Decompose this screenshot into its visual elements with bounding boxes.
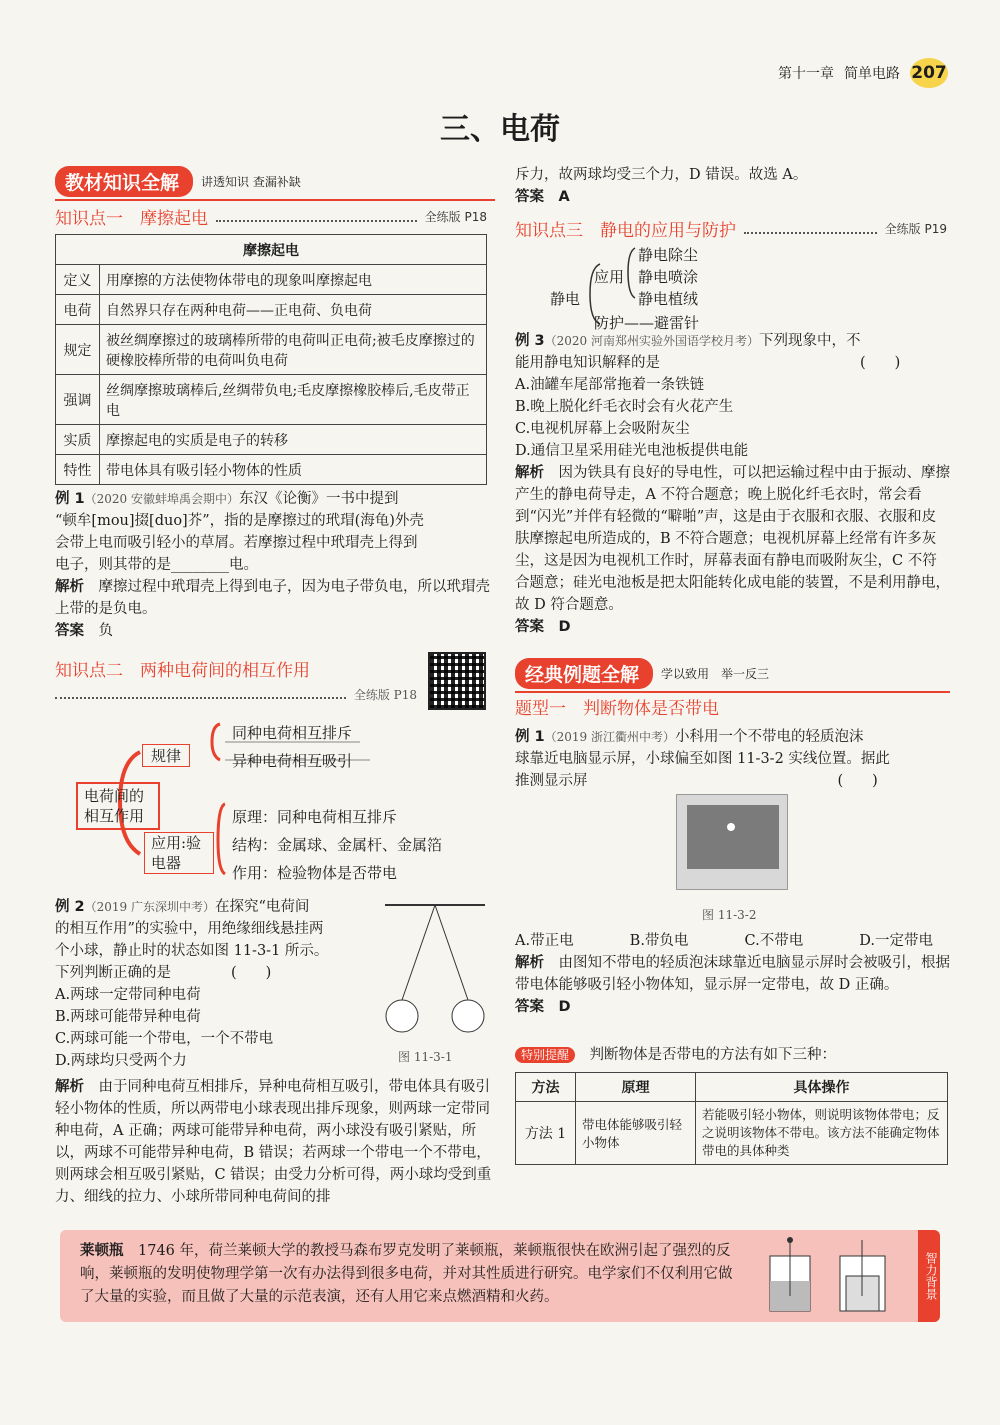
fig-11-3-2-caption: 图 11-3-2 (702, 908, 757, 922)
friction-table (55, 234, 487, 485)
note-text-block (80, 1240, 740, 1309)
tree-r2: 异种电荷相互吸引 (232, 752, 353, 770)
chapter-label: 第十一章 (778, 66, 834, 82)
tree-root: 电荷间的相互作用 (76, 782, 160, 830)
note-box (60, 1230, 940, 1322)
example-3: 例 3（2020 河南郑州实验外国语学校月考）下列现象中，不 能用静电知识解释的是 ( ) A.油罐车尾部常拖着一条铁链 B.晚上脱化纤毛衣时会有火花产生 C.电视机屏幕上会吸附灰尘 D.通信卫星采用硅光电池板提供电能 解析 因为铁具有良好的导电性，可以把运输过程中由于振动、摩擦产生的静电荷导走，A 不符合题意；晚上脱化纤毛衣时，常会看到“闪光”并伴有轻微的“噼啪”声，这是由于衣服和衣服、衣服和皮肤摩擦起电所造成的，B 不符合题意；电视机屏幕上经常有许多灰尘，这是因为电视机工作时，屏幕表面有静电而吸附灰尘，C 不符合题意；硅光电池板是把太阳能转化成电能的装置，不是利用静电，故 D 符合题意。 答案 D (515, 333, 950, 635)
tip-row: 特别提醒 判断物体是否带电的方法有如下三种： (515, 1044, 950, 1066)
example-2-analysis: 解析 由于同种电荷互相排斥，异种电荷相互吸引，带电体具有吸引轻小物体的性质，所以两带电小球表现出排斥现象，则两球一定带同种电荷，A 正确；两球可能带异种电荷，两小球没有吸引紧贴，所以，两球不可能带异种电荷，B 错误；若两球一个带电一个不带电，则两球会相互吸引紧贴，C 错误；由受力分析可得，两小球均受到重力、细线的拉力、小球所带同种电荷间的排 (55, 1079, 492, 1205)
kp2-version-row (55, 686, 417, 703)
tree-app: 应用:验电器 (144, 832, 214, 874)
kp1-version: 全练版 P18 (424, 210, 487, 224)
table-row: 规定 被丝绸摩擦过的玻璃棒所带的电荷叫正电荷;被毛皮摩擦过的硬橡胶棒所带的电荷叫负电荷 (56, 325, 487, 375)
type1-heading: 题型一 判断物体是否带电 (515, 699, 719, 719)
charge-interaction-tree (70, 712, 490, 892)
leader-dots (744, 224, 877, 234)
example-2-cont: 斥力，故两球均受三个力，D 错误。故选 A。 答案 A (515, 167, 808, 205)
note-title: 莱顿瓶 (80, 1243, 124, 1259)
kp2-heading (55, 656, 415, 681)
static-tree: 静电 应用 静电除尘 静电喷涂 静电植绒 防护——避雷针 (550, 244, 750, 334)
monitor-screen (687, 805, 779, 869)
banner-line (515, 691, 950, 693)
tree-a3: 作用：检验物体是否带电 (232, 864, 398, 882)
example-4: 例 1（2019 浙江衢州中考）小科用一个不带电的轻质泡沫 球靠近电脑显示屏，小球偏至如图 11-3-2 实线位置。据此 推测显示屏 ( ) (515, 729, 890, 789)
example-4-answers: A.带正电 B.带负电 C.不带电 D.一定带电 解析 由图知不带电的轻质泡沫球靠近电脑显示屏时会被吸引，根据带电体能够吸引轻小物体知，显示屏一定带电，故 D 正确。 答案 D (515, 933, 950, 1015)
kp1-label: 知识点一 摩擦起电 (55, 209, 208, 229)
kp3-heading (515, 216, 947, 241)
page-number: 207 (910, 58, 948, 88)
method-table (515, 1072, 948, 1165)
leyden-jar-figure (760, 1236, 910, 1316)
tree-rule: 规律 (142, 744, 190, 767)
table-row: 定义 用摩擦的方法使物体带电的现象叫摩擦起电 (56, 265, 487, 295)
banner-label: 经典例题全解 (515, 658, 653, 689)
banner-sub: 讲透知识 查漏补缺 (201, 175, 301, 189)
table-row: 方法 1 带电体能够吸引轻小物体 若能吸引轻小物体，则说明该物体带电；反之说明该物体不带电。该方法不能确定物体带电的具体种类 (516, 1102, 948, 1165)
page-header (778, 58, 948, 88)
two-balls-figure (380, 900, 490, 1040)
example-2: 例 2（2019 广东深圳中考）在探究“电荷间 的相互作用”的实验中，用绝缘细线悬挂两 个小球，静止时的状态如图 11-3-1 所示。 下列判断正确的是 ( ) A.两球一定带同种电荷 B.两球可能带异种电荷 C.两球可能一个带电，一个不带电 D.两球均只受两个力 (55, 899, 329, 1069)
note-text: 1746 年，荷兰莱顿大学的教授马森布罗克发明了莱顿瓶，莱顿瓶很快在欧洲引起了强烈的反响，莱顿瓶的发明使物理学第一次有办法得到很多电荷，并对其性质进行研究。电学家们不仅利用它做了大量的实验，而且做了大量的示范表演，还有人用它来点燃酒精和火药。 (80, 1243, 733, 1305)
note-side-tag: 智力背景 (918, 1230, 940, 1322)
monitor-photo (676, 794, 788, 890)
leader-dots (216, 212, 417, 222)
table-caption: 摩擦起电 (56, 235, 487, 265)
tree-a2: 结构：金属球、金属杆、金属箔 (232, 836, 443, 854)
kp1-heading (55, 204, 487, 229)
table-header: 方法 原理 具体操作 (516, 1073, 948, 1102)
table-row: 特性 带电体具有吸引轻小物体的性质 (56, 455, 487, 485)
foam-ball (727, 823, 735, 831)
kp2-version: 全练版 P18 (353, 688, 417, 702)
banner-line (55, 199, 495, 201)
tree-r1: 同种电荷相互排斥 (232, 724, 353, 742)
example-1: 例 1（2020 安徽蚌埠禹会期中）东汉《论衡》一书中提到 “顿牟[mou]掇[duo]芥”，指的是摩擦过的玳瑁(海龟)外壳 会带上电而吸引轻小的草屑。若摩擦过程中玳瑁壳上得到 电子，则其带的是________电。 解析 摩擦过程中玳瑁壳上得到电子，因为电子带负电，所以玳瑁壳上带的是负电。 答案 负 (55, 491, 490, 639)
kp2-label: 知识点二 两种电荷间的相互作用 (55, 661, 310, 681)
table-row: 强调 丝绸摩擦玻璃棒后,丝绸带负电;毛皮摩擦橡胶棒后,毛皮带正电 (56, 375, 487, 425)
kp3-version: 全练版 P19 (884, 222, 947, 236)
tip-tag: 特别提醒 (515, 1047, 575, 1063)
right-banner (515, 658, 950, 693)
table-row: 电荷 自然界只存在两种电荷——正电荷、负电荷 (56, 295, 487, 325)
page-title: 三、电荷 (440, 112, 560, 147)
tree-a1: 原理：同种电荷相互排斥 (232, 808, 398, 826)
leader-dots (55, 691, 346, 699)
left-banner (55, 166, 495, 201)
table-row: 实质 摩擦起电的实质是电子的转移 (56, 425, 487, 455)
fig-11-3-1-caption: 图 11-3-1 (398, 1050, 453, 1064)
banner-label: 教材知识全解 (55, 166, 193, 197)
kp3-label: 知识点三 静电的应用与防护 (515, 221, 736, 241)
qr-code-icon[interactable] (428, 652, 486, 710)
section-label: 简单电路 (844, 66, 900, 82)
banner-sub: 学以致用 举一反三 (661, 667, 770, 681)
